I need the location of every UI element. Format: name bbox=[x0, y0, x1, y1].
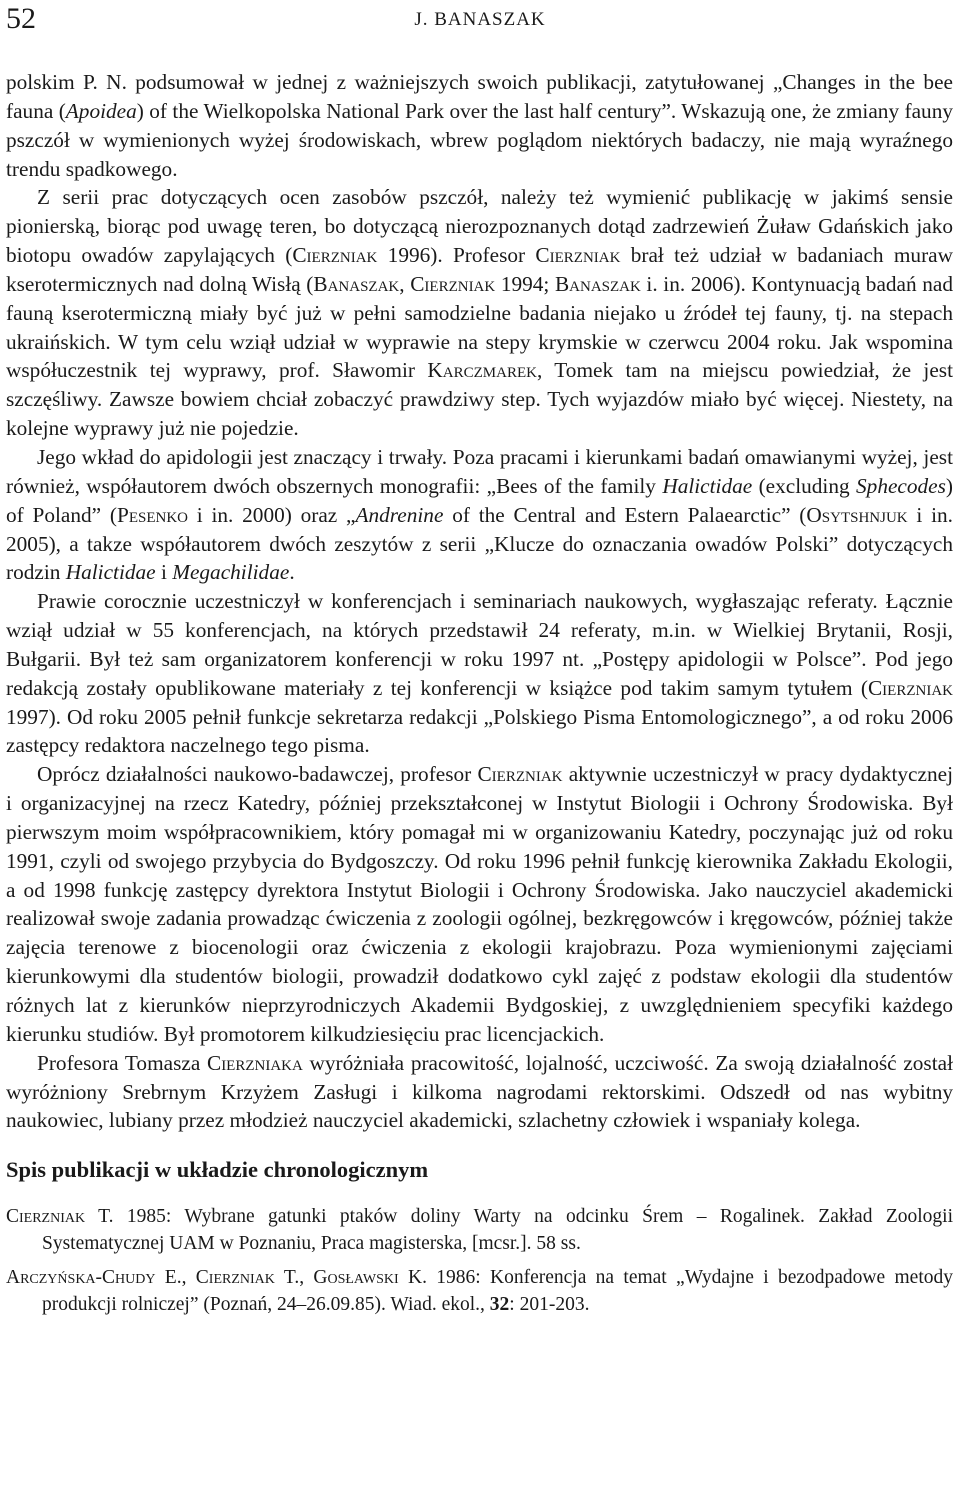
text-run: Prawie corocznie uczestniczył w konferencjach i seminariach naukowych, wygłaszając referaty. Łącznie wziął udział w 55 konferencjach, na których przedstawił 24 referaty, m.in. w Wielkiej Brytanii, Rosji, Bułgarii. Był też sam organizatorem konferencji w roku 1997 nt. „Postępy apidologii w Polsce”. Pod jego redakcją zostały opublikowane materiały z tej konferencji w książce pod takim samym tytułem ( bbox=[6, 589, 953, 700]
author-name: Cierzniak bbox=[410, 271, 496, 296]
paragraph-1 bbox=[6, 68, 953, 183]
text-run: wyróżniała pracowitość, lojalność, uczciwość. Za swoją działalność został wyróżniony Srebrnym Krzyżem Zasługi i kilkoma nagrodami rektorskimi. Odszedł od nas wybitny naukowiec, lubiany przez młodzież nauczyciel akademicki, szlachetny człowiek i wspaniały kolega. bbox=[6, 1050, 953, 1133]
paragraph-5 bbox=[6, 760, 953, 1048]
author-name: Cierzniak bbox=[535, 243, 621, 268]
author-name: Banaszak bbox=[554, 271, 641, 296]
text-run: polskim P. N. podsumował w jednej z ważniejszych swoich publikacji, zatytułowanej „Changes in the bee fauna ( bbox=[6, 70, 953, 123]
reference-volume: 32 bbox=[489, 1293, 510, 1315]
author-name: Pesenko bbox=[117, 502, 189, 527]
text-run: , bbox=[399, 271, 411, 296]
text-run: ) of Poland” ( bbox=[6, 473, 953, 527]
reference-text: 1985: Wybrane gatunki ptaków doliny Warty na odcinku Śrem – Rogalinek. Zakład Zoologii Systematycznej UAM w Poznaniu, Praca magisterska, [mcsr.]. 58 ss. bbox=[42, 1206, 953, 1254]
paragraph-4 bbox=[6, 587, 953, 760]
text-run: Jego wkład do apidologii jest znaczący i trwały. Poza pracami i kierunkami badań omawianymi wyżej, jest również, współautorem dwóch obszernych monografii: „Bees of the family bbox=[6, 444, 953, 498]
text-run: ) of the Wielkopolska National Park over the last half century”. Wskazują one, że zmiany fauny pszczół w wymienionych wyżej środowiskach, wbrew poglądom niektórych badaczy, nie mają wyraźnego trendu spadkowego. bbox=[6, 98, 953, 181]
text-run: , Tomek tam na miejscu powiedział, że jest szczęśliwy. Zawsze bowiem chciał zobaczyć prawdziwy step. Tych wyjazdów miało być więcej. Niestety, na kolejne wyprawy już nie pojedzie. bbox=[6, 358, 954, 441]
text-run: 1997). Od roku 2005 pełnił funkcje sekretarza redakcji „Polskiego Pisma Entomologicznego”, a od roku 2006 zastępcy redaktora naczelnego tego pisma. bbox=[6, 704, 953, 758]
paragraph-6 bbox=[6, 1049, 953, 1136]
text-run: of the Central and Estern Palaearctic” ( bbox=[443, 502, 807, 527]
reference-pages: : 201-203. bbox=[509, 1293, 590, 1315]
reference-text: 1986: Konferencja na temat „Wydajne i bezodpadowe metody produkcji rolniczej” (Poznań, 24–26.09.85). Wiad. ekol., bbox=[42, 1267, 953, 1315]
text-run: Z serii prac dotyczących ocen zasobów pszczół, należy też wymienić publikację w jakimś sensie pionierską, biorąc pod uwagę teren, bo dotyczącą nierozpoznanych dotąd zadrzewień Żuław Gdańskich jako biotopu owadów zapylających ( bbox=[6, 185, 953, 268]
text-run: Profesora Tomasza bbox=[37, 1050, 207, 1075]
text-run: (excluding bbox=[752, 473, 857, 498]
text-run: . bbox=[289, 560, 295, 585]
paragraph-3 bbox=[6, 443, 953, 587]
page-header bbox=[6, 2, 954, 36]
text-run: i. in. 2006). Kontynuacją badań nad fauną kserotermiczną miały być już w pełni samodzielne badania niejako u źródeł tej fauny, tj. na stepach ukraińskich. W tym celu wziął udział w wyprawie na stepy krymskie w czerwcu 2004 roku. Jak wspomina współuczestnik tej wyprawy, prof. Sławomir bbox=[6, 271, 953, 383]
page-number: 52 bbox=[6, 2, 36, 35]
reference-entry bbox=[6, 1265, 953, 1318]
author-name: Osytshnjuk bbox=[806, 502, 908, 527]
author-name: Cierzniak bbox=[867, 675, 953, 700]
paragraph-2 bbox=[6, 183, 953, 443]
taxon-name: Andrenine bbox=[355, 502, 444, 527]
text-run: i bbox=[155, 560, 173, 585]
reference-authors: Arczyńska-Chudy E., Cierzniak T., Gosławski K. bbox=[6, 1267, 427, 1289]
taxon-name: Halictidae bbox=[662, 473, 753, 498]
article-body bbox=[6, 68, 953, 1326]
taxon-name: Megachilidae bbox=[172, 560, 290, 585]
text-run: 1994; bbox=[495, 271, 555, 296]
author-name: Cierzniaka bbox=[206, 1050, 303, 1075]
taxon-name: Sphecodes bbox=[856, 473, 946, 498]
author-name: Karczmarek bbox=[427, 358, 537, 383]
text-run: i in. 2005), a takze współautorem dwóch zeszytów z serii „Klucze do oznaczania owadów Polski” dotyczących rodzin bbox=[6, 502, 953, 585]
taxon-name: Halictidae bbox=[65, 560, 156, 585]
text-run: i in. 2000) oraz „ bbox=[188, 502, 356, 527]
reference-entry bbox=[6, 1204, 953, 1257]
author-name: Banaszak bbox=[313, 271, 400, 296]
author-name: Cierzniak bbox=[477, 762, 563, 787]
text-run: 1996). Profesor bbox=[377, 243, 536, 268]
section-heading: Spis publikacji w układzie chronologicznym bbox=[6, 1157, 429, 1183]
author-name: Cierzniak bbox=[292, 243, 378, 268]
running-head: J. BANASZAK bbox=[414, 9, 546, 30]
text-run: aktywnie uczestniczył w pracy dydaktycznej i organizacyjnej na rzecz Katedry, później przekształconej w Instytut Biologii i Ochrony Środowiska. Był pierwszym moim współpracownikiem, który pomagał mi w organizowaniu Katedry, poczynając już od roku 1991, czyli od swojego przybycia do Bydgoszczy. Od roku 1996 pełnił funkcję kierownika Zakładu Ekologii, a od 1998 funkcję zastępcy dyrektora Instytut Biologii i Ochrony Środowiska. Jako nauczyciel akademicki realizował swoje zadania prowadząc ćwiczenia z zoologii ogólnej, bezkręgowców i kręgowców, później także zajęcia terenowe z biocenologii oraz ćwiczenia z ekologii krajobrazu. Poza wymienionymi zajęciami kierunkowymi dla studentów biologii, prowadził dodatkowo cykl zajęć z podstaw ekologii dla studentów różnych lat z kierunków nieprzyrodniczych Akademii Bydgoskiej, z uwzględnieniem specyfiki każdego kierunku studiów. Był promotorem kilkudziesięciu prac licencjackich. bbox=[6, 762, 953, 1046]
taxon-name: Apoidea bbox=[65, 98, 137, 123]
text-run: Oprócz działalności naukowo-badawczej, profesor bbox=[37, 762, 478, 787]
reference-authors: Cierzniak T. bbox=[6, 1206, 114, 1228]
text-run: brał też udział w badaniach muraw kserotermicznych nad dolną Wisłą ( bbox=[6, 243, 953, 296]
